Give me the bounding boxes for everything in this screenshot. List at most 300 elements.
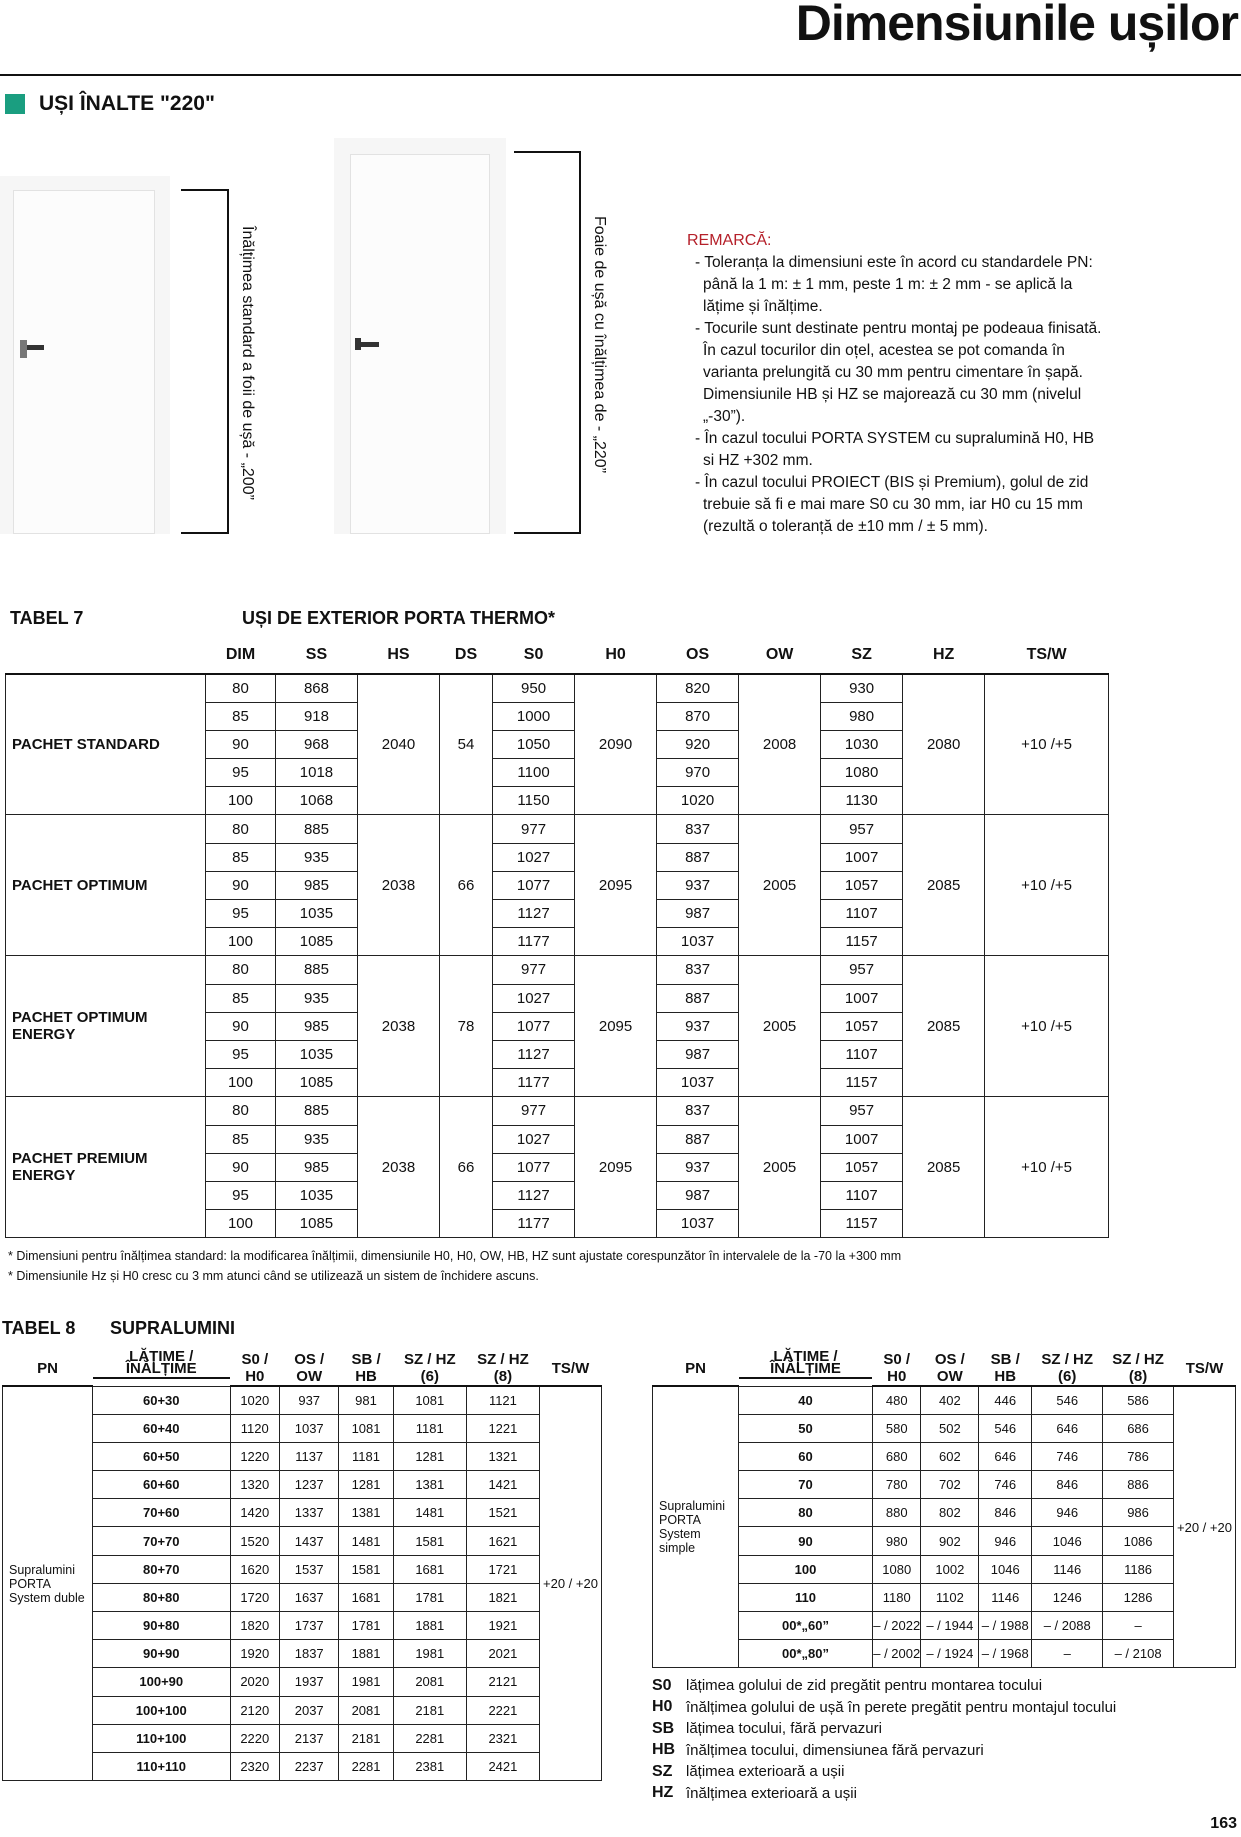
table-row [6, 674, 1109, 702]
cell: 1321 [466, 1442, 539, 1470]
cell: 50 [739, 1414, 873, 1442]
cell: 90 [206, 1153, 276, 1181]
cell: 935 [275, 984, 357, 1012]
header-cell: DS [440, 636, 493, 674]
pn-cell: Supralumini PORTA System simple [653, 1386, 739, 1668]
cell: 54 [440, 674, 493, 815]
header-cell: PN [653, 1347, 739, 1386]
table-row [653, 1612, 1236, 1640]
cell: 2320 [230, 1752, 280, 1780]
package-name: PACHET STANDARD [6, 674, 206, 815]
cell: 1035 [275, 1181, 357, 1209]
cell: 100 [206, 928, 276, 956]
cell: 980 [821, 702, 903, 730]
title-divider [0, 74, 1241, 76]
table7-label: TABEL 7 [10, 608, 84, 628]
table7 [5, 636, 1109, 1238]
cell: 868 [275, 674, 357, 702]
cell: 1720 [230, 1583, 280, 1611]
table-row [3, 1471, 602, 1499]
legend-symbol: HZ [652, 1784, 674, 1802]
cell: 1281 [393, 1442, 466, 1470]
cell: 1077 [493, 1012, 575, 1040]
cell: 70+70 [93, 1527, 231, 1555]
header-cell: SZ / HZ (8) [1103, 1347, 1174, 1386]
cell: 1157 [821, 1069, 903, 1097]
cell: 937 [280, 1386, 339, 1414]
table-row [6, 815, 1109, 843]
cell: 1046 [1032, 1527, 1103, 1555]
table-row [3, 1583, 602, 1611]
cell: 60+60 [93, 1471, 231, 1499]
header-cell: TS/W [540, 1347, 602, 1386]
legend-item [652, 1783, 1116, 1805]
section-marker [5, 94, 25, 114]
cell: 1246 [1032, 1583, 1103, 1611]
cell: 1177 [493, 1210, 575, 1238]
legend-item [652, 1740, 1116, 1762]
cell: 1881 [339, 1640, 393, 1668]
tolerance-cell: +20 / +20 [540, 1386, 602, 1781]
cell: – / 2002 [872, 1640, 921, 1668]
cell: 2421 [466, 1752, 539, 1780]
cell: +10 /+5 [985, 1097, 1109, 1238]
package-name: PACHET OPTIMUM [6, 815, 206, 956]
header-cell: TS/W [985, 636, 1109, 674]
cell: 80 [206, 674, 276, 702]
cell: 986 [1103, 1499, 1174, 1527]
cell: 1037 [280, 1414, 339, 1442]
cell: – / 1968 [979, 1640, 1032, 1668]
cell: 1281 [339, 1471, 393, 1499]
table-row [653, 1499, 1236, 1527]
cell: – / 1988 [979, 1612, 1032, 1640]
cell: 100 [206, 1069, 276, 1097]
cell: 2095 [575, 815, 657, 956]
cell: 1921 [466, 1612, 539, 1640]
table8-right [652, 1347, 1236, 1668]
cell: 2038 [357, 815, 439, 956]
table-row [3, 1752, 602, 1780]
cell: 2381 [393, 1752, 466, 1780]
legend-item [652, 1761, 1116, 1783]
cell: 85 [206, 1125, 276, 1153]
cell: 100+90 [93, 1668, 231, 1696]
cell: 880 [872, 1499, 921, 1527]
cell: 2181 [339, 1724, 393, 1752]
cell: 1057 [821, 1012, 903, 1040]
cell: 987 [657, 900, 739, 928]
cell: 1537 [280, 1555, 339, 1583]
cell: 1221 [466, 1414, 539, 1442]
header-cell: SZ / HZ (8) [466, 1347, 539, 1386]
cell: 90+90 [93, 1640, 231, 1668]
cell: 110+110 [93, 1752, 231, 1780]
cell: 1220 [230, 1442, 280, 1470]
label-standard-height: Înălțimea standard a foii de ușă - „200” [239, 226, 256, 500]
cell: 1181 [393, 1414, 466, 1442]
dimension-bracket [181, 189, 229, 534]
cell: 1020 [657, 787, 739, 815]
cell: 90 [206, 1012, 276, 1040]
cell: +10 /+5 [985, 674, 1109, 815]
header-cell: HZ [903, 636, 985, 674]
header-cell [6, 636, 206, 674]
header-cell: H0 [575, 636, 657, 674]
cell: 80+80 [93, 1583, 231, 1611]
cell: 837 [657, 1097, 739, 1125]
cell: 1437 [280, 1527, 339, 1555]
cell: 887 [657, 984, 739, 1012]
cell: 1000 [493, 702, 575, 730]
cell: 95 [206, 759, 276, 787]
section-title: UȘI ÎNALTE "220" [39, 92, 215, 115]
cell: 820 [657, 674, 739, 702]
cell: 1068 [275, 787, 357, 815]
cell: 987 [657, 1181, 739, 1209]
table-row [3, 1612, 602, 1640]
cell: 1057 [821, 1153, 903, 1181]
table-header-row [653, 1347, 1236, 1386]
cell: 402 [921, 1386, 979, 1414]
cell: 885 [275, 1097, 357, 1125]
cell: 1130 [821, 787, 903, 815]
cell: 1620 [230, 1555, 280, 1583]
cell: 646 [1032, 1414, 1103, 1442]
cell: 1177 [493, 928, 575, 956]
cell: 886 [1103, 1471, 1174, 1499]
cell: 968 [275, 730, 357, 758]
cell: 2005 [739, 956, 821, 1097]
cell: 1020 [230, 1386, 280, 1414]
remark-title: REMARCĂ: [687, 232, 772, 249]
cell: 95 [206, 900, 276, 928]
cell: 1120 [230, 1414, 280, 1442]
cell: 1157 [821, 928, 903, 956]
cell: 935 [275, 843, 357, 871]
cell: 2181 [393, 1696, 466, 1724]
cell: 1107 [821, 900, 903, 928]
header-cell: OS / OW [921, 1347, 979, 1386]
cell: 887 [657, 1125, 739, 1153]
cell: 80 [206, 956, 276, 984]
cell: 980 [872, 1527, 921, 1555]
header-cell: S0 / H0 [230, 1347, 280, 1386]
cell: 2008 [739, 674, 821, 815]
cell: – / 2108 [1103, 1640, 1174, 1668]
pn-cell: Supralumini PORTA System duble [3, 1386, 93, 1781]
cell: 1181 [339, 1442, 393, 1470]
cell: 90 [206, 730, 276, 758]
door-standard-image [0, 176, 170, 534]
cell: 935 [275, 1125, 357, 1153]
table8-label: TABEL 8 [2, 1318, 76, 1338]
page-number: 163 [1210, 1815, 1237, 1832]
cell: 1086 [1103, 1527, 1174, 1555]
cell: 2221 [466, 1696, 539, 1724]
cell: 480 [872, 1386, 921, 1414]
cell: 950 [493, 674, 575, 702]
cell: 100 [206, 787, 276, 815]
header-cell: SB / HB [339, 1347, 393, 1386]
cell: 1007 [821, 843, 903, 871]
cell: – [1103, 1612, 1174, 1640]
table-header-row [6, 636, 1109, 674]
remark-item: - Tocurile sunt destinate pentru montaj pe podeaua finisată. În cazul tocurilor din oțel, acestea se pot comanda în varianta prelungită cu 30 mm pentru cimentare în șapă. Dimensiunile HB și HZ se majorează cu 30 mm (nivelul „-30”). [695, 320, 1102, 425]
header-cell: SZ / HZ (6) [393, 1347, 466, 1386]
cell: 2081 [393, 1668, 466, 1696]
cell: 1057 [821, 871, 903, 899]
cell: 1781 [393, 1583, 466, 1611]
cell: 2038 [357, 956, 439, 1097]
cell: 1177 [493, 1069, 575, 1097]
table-row [3, 1386, 602, 1414]
cell: 1102 [921, 1583, 979, 1611]
cell: 90 [206, 871, 276, 899]
table-row [653, 1386, 1236, 1414]
cell: 1520 [230, 1527, 280, 1555]
cell: 1881 [393, 1612, 466, 1640]
cell: 2081 [339, 1696, 393, 1724]
cell: 78 [440, 956, 493, 1097]
legend-symbol: S0 [652, 1676, 672, 1694]
table-row [3, 1640, 602, 1668]
cell: 2090 [575, 674, 657, 815]
remark-item: - Toleranța la dimensiuni este în acord cu standardele PN: până la 1 m: ± 1 mm, peste 1 m: ± 2 mm - se aplică la lățime și înălțime. [695, 254, 1093, 315]
cell: 2038 [357, 1097, 439, 1238]
cell: 1237 [280, 1471, 339, 1499]
cell: 1381 [393, 1471, 466, 1499]
cell: 2005 [739, 1097, 821, 1238]
cell: 1037 [657, 928, 739, 956]
cell: 1481 [393, 1499, 466, 1527]
table-row [3, 1696, 602, 1724]
table8-left [2, 1347, 602, 1781]
cell: 1821 [466, 1583, 539, 1611]
cell: 586 [1103, 1386, 1174, 1414]
cell: 1721 [466, 1555, 539, 1583]
cell: 80 [206, 815, 276, 843]
cell: 110 [739, 1583, 873, 1611]
cell: 1981 [339, 1668, 393, 1696]
cell: – [1032, 1640, 1103, 1668]
cell: 1037 [657, 1210, 739, 1238]
cell: 1137 [280, 1442, 339, 1470]
header-cell: OS [657, 636, 739, 674]
cell: 2037 [280, 1696, 339, 1724]
cell: 1027 [493, 843, 575, 871]
section-heading [5, 92, 215, 116]
cell: +10 /+5 [985, 956, 1109, 1097]
header-cell: LĂȚIME / ÎNĂLȚIME [93, 1347, 231, 1379]
cell: 70+60 [93, 1499, 231, 1527]
cell: 746 [1032, 1442, 1103, 1470]
cell: 1920 [230, 1640, 280, 1668]
cell: 686 [1103, 1414, 1174, 1442]
cell: 957 [821, 815, 903, 843]
remark-item: - În cazul tocului PORTA SYSTEM cu supralumină H0, HB si HZ +302 mm. [695, 430, 1095, 469]
cell: 937 [657, 1012, 739, 1040]
cell: 1820 [230, 1612, 280, 1640]
header-cell: S0 [493, 636, 575, 674]
cell: 1007 [821, 1125, 903, 1153]
cell: 937 [657, 1153, 739, 1181]
cell: 646 [979, 1442, 1032, 1470]
header-cell: SS [275, 636, 357, 674]
cell: 2085 [903, 815, 985, 956]
cell: 2095 [575, 956, 657, 1097]
cell: 2080 [903, 674, 985, 815]
cell: 1127 [493, 1181, 575, 1209]
cell: 870 [657, 702, 739, 730]
label-220-height: Foaie de ușă cu înălțimea de - „220” [591, 216, 608, 474]
cell: 1681 [339, 1583, 393, 1611]
cell: 1421 [466, 1471, 539, 1499]
header-cell: SZ / HZ (6) [1032, 1347, 1103, 1386]
cell: 1077 [493, 1153, 575, 1181]
cell: 1127 [493, 900, 575, 928]
cell: 957 [821, 1097, 903, 1125]
cell: 786 [1103, 1442, 1174, 1470]
cell: 2321 [466, 1724, 539, 1752]
legend-symbol: SZ [652, 1762, 673, 1780]
table-row [653, 1527, 1236, 1555]
cell: 970 [657, 759, 739, 787]
cell: – / 2088 [1032, 1612, 1103, 1640]
table-row [653, 1414, 1236, 1442]
legend-item [652, 1675, 1116, 1697]
cell: 80 [206, 1097, 276, 1125]
table-row [3, 1442, 602, 1470]
cell: 60+30 [93, 1386, 231, 1414]
legend-text: înălțimea tocului, dimensiunea fără pervazuri [686, 1741, 984, 1759]
cell: 546 [979, 1414, 1032, 1442]
cell: 66 [440, 1097, 493, 1238]
cell: 1127 [493, 1040, 575, 1068]
cell: – / 1924 [921, 1640, 979, 1668]
package-name: PACHET OPTIMUM ENERGY [6, 956, 206, 1097]
cell: – / 1944 [921, 1612, 979, 1640]
legend-item [652, 1697, 1116, 1719]
cell: 1030 [821, 730, 903, 758]
cell: 902 [921, 1527, 979, 1555]
cell: 60+50 [93, 1442, 231, 1470]
cell: 1027 [493, 984, 575, 1012]
cell: 1007 [821, 984, 903, 1012]
cell: 00*„80” [739, 1640, 873, 1668]
table-row [6, 956, 1109, 984]
cell: 985 [275, 871, 357, 899]
cell: 2281 [393, 1724, 466, 1752]
cell: 40 [739, 1386, 873, 1414]
cell: 1046 [979, 1555, 1032, 1583]
cell: 1081 [393, 1386, 466, 1414]
cell: 1186 [1103, 1555, 1174, 1583]
header-cell: DIM [206, 636, 276, 674]
header-cell: LĂȚIME / ÎNĂLȚIME [739, 1347, 873, 1379]
cell: 1420 [230, 1499, 280, 1527]
header-cell: S0 / H0 [872, 1347, 921, 1386]
cell: 977 [493, 1097, 575, 1125]
cell: 1637 [280, 1583, 339, 1611]
cell: 1781 [339, 1612, 393, 1640]
table-header-row [3, 1347, 602, 1386]
table7-title: UȘI DE EXTERIOR PORTA THERMO* [242, 608, 556, 628]
cell: 70 [739, 1471, 873, 1499]
cell: 85 [206, 702, 276, 730]
header-cell: OS / OW [280, 1347, 339, 1386]
cell: 1381 [339, 1499, 393, 1527]
cell: 502 [921, 1414, 979, 1442]
cell: 80 [739, 1499, 873, 1527]
cell: 1737 [280, 1612, 339, 1640]
table-row [653, 1555, 1236, 1583]
cell: 930 [821, 674, 903, 702]
table-row [3, 1724, 602, 1752]
door-220-image [334, 138, 506, 534]
cell: 100 [739, 1555, 873, 1583]
cell: 2121 [466, 1668, 539, 1696]
cell: 95 [206, 1181, 276, 1209]
cell: 680 [872, 1442, 921, 1470]
legend-symbol: HB [652, 1741, 676, 1759]
package-name: PACHET PREMIUM ENERGY [6, 1097, 206, 1238]
legend-text: lățimea exterioară a ușii [686, 1763, 845, 1781]
cell: 1002 [921, 1555, 979, 1583]
cell: 1081 [339, 1414, 393, 1442]
cell: 602 [921, 1442, 979, 1470]
cell: 1037 [657, 1069, 739, 1097]
cell: 2120 [230, 1696, 280, 1724]
cell: 1100 [493, 759, 575, 787]
cell: 920 [657, 730, 739, 758]
remark-item: - În cazul tocului PROIECT (BIS și Premium), golul de zid trebuie să fi e mai mare S0 cu 30 mm, iar H0 cu 15 mm (rezultă o toleranță de ±10 mm / ± 5 mm). [695, 474, 1089, 535]
cell: 80+70 [93, 1555, 231, 1583]
cell: 2020 [230, 1668, 280, 1696]
cell: 00*„60” [739, 1612, 873, 1640]
cell: 85 [206, 843, 276, 871]
cell: 2040 [357, 674, 439, 815]
cell: 1337 [280, 1499, 339, 1527]
table-row [653, 1640, 1236, 1668]
header-cell: HS [357, 636, 439, 674]
cell: 918 [275, 702, 357, 730]
cell: 100+100 [93, 1696, 231, 1724]
legend-text: lățimea tocului, fără pervazuri [686, 1720, 882, 1738]
cell: 1146 [979, 1583, 1032, 1611]
cell: 1077 [493, 871, 575, 899]
cell: 977 [493, 815, 575, 843]
table-row [3, 1555, 602, 1583]
cell: 946 [979, 1527, 1032, 1555]
cell: 977 [493, 956, 575, 984]
cell: 1981 [393, 1640, 466, 1668]
remark-block [687, 230, 1107, 538]
cell: 837 [657, 956, 739, 984]
cell: 100 [206, 1210, 276, 1238]
cell: 546 [1032, 1386, 1103, 1414]
cell: 1107 [821, 1181, 903, 1209]
cell: 1080 [872, 1555, 921, 1583]
cell: 1027 [493, 1125, 575, 1153]
header-cell: OW [739, 636, 821, 674]
table-row [653, 1583, 1236, 1611]
cell: 957 [821, 956, 903, 984]
cell: 837 [657, 815, 739, 843]
cell: 446 [979, 1386, 1032, 1414]
cell: 946 [1032, 1499, 1103, 1527]
header-cell: SB / HB [979, 1347, 1032, 1386]
